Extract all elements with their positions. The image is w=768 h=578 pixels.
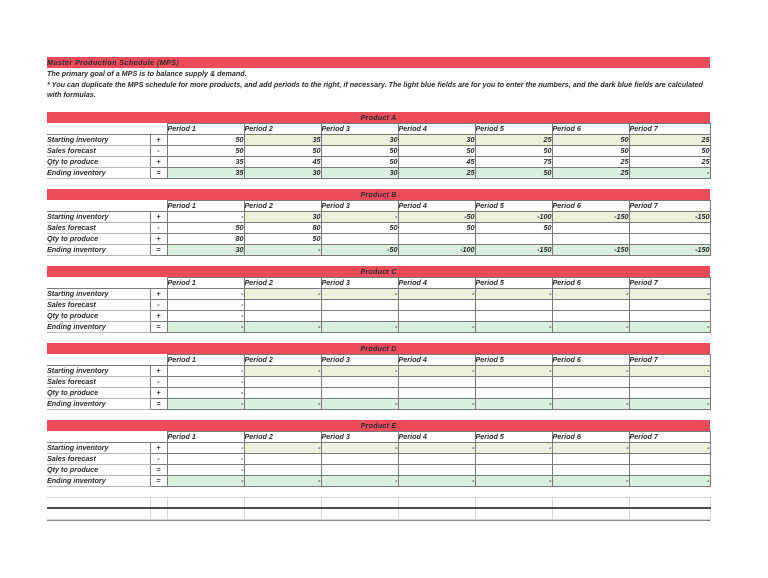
row-operator: + xyxy=(150,156,167,167)
row-operator: = xyxy=(150,398,167,409)
formula-cell-ending-inventory-p2: - xyxy=(244,244,321,255)
input-cell-sales-forecast-p1[interactable]: - xyxy=(167,376,244,387)
row-label-sales-forecast: Sales forecast xyxy=(47,453,150,464)
formula-cell-starting-inventory-p3: - xyxy=(321,288,398,299)
row-operator: + xyxy=(150,387,167,398)
spacer xyxy=(47,255,710,266)
formula-cell-starting-inventory-p5: -100 xyxy=(475,211,552,222)
column-header-period-6: Period 6 xyxy=(552,123,629,134)
column-header-period-5: Period 5 xyxy=(475,354,552,365)
input-cell-qty-to-produce-p3[interactable] xyxy=(321,387,398,398)
column-header-period-2: Period 2 xyxy=(244,123,321,134)
column-header-period-7: Period 7 xyxy=(629,277,710,288)
table-row xyxy=(47,134,710,145)
table-row xyxy=(47,365,710,376)
formula-cell-ending-inventory-p4: - xyxy=(398,475,475,486)
table-row xyxy=(47,244,710,255)
input-cell-sales-forecast-p2[interactable]: 80 xyxy=(244,222,321,233)
empty-cell[interactable] xyxy=(150,497,167,508)
column-header-period-1: Period 1 xyxy=(167,200,244,211)
spacer xyxy=(47,178,710,189)
input-cell-sales-forecast-p5[interactable]: 50 xyxy=(475,222,552,233)
formula-cell-ending-inventory-p1: - xyxy=(167,475,244,486)
column-header-period-3: Period 3 xyxy=(321,200,398,211)
table-row xyxy=(47,145,710,156)
operator-header xyxy=(150,354,167,365)
input-cell-qty-to-produce-p3[interactable] xyxy=(321,310,398,321)
page-title: Master Production Schedule (MPS) xyxy=(47,57,710,68)
column-header-period-3: Period 3 xyxy=(321,123,398,134)
row-label-header xyxy=(47,277,150,288)
table-row xyxy=(47,310,710,321)
input-cell-qty-to-produce-p7[interactable] xyxy=(629,464,710,475)
mps-worksheet xyxy=(47,57,711,520)
operator-header xyxy=(150,277,167,288)
row-label-starting-inventory: Starting inventory xyxy=(47,134,150,145)
input-cell-qty-to-produce-p6[interactable] xyxy=(552,464,629,475)
formula-cell-starting-inventory-p5: - xyxy=(475,288,552,299)
formula-cell-starting-inventory-p3: - xyxy=(321,442,398,453)
column-header-period-4: Period 4 xyxy=(398,123,475,134)
empty-cell[interactable] xyxy=(244,508,321,519)
input-cell-starting-inventory-p1[interactable]: - xyxy=(167,365,244,376)
input-cell-qty-to-produce-p7[interactable]: 25 xyxy=(629,156,710,167)
product-banner-product-b: Product B xyxy=(47,189,710,200)
input-cell-sales-forecast-p1[interactable]: 50 xyxy=(167,222,244,233)
input-cell-qty-to-produce-p2[interactable] xyxy=(244,387,321,398)
mps-usage-note: * You can duplicate the MPS schedule for more products, and add periods to the right, if necessary. The light blue fields are for you to enter the numbers, and the dark blue fields are calculated with formulas. xyxy=(47,79,710,101)
row-label-starting-inventory: Starting inventory xyxy=(47,288,150,299)
formula-cell-starting-inventory-p7: - xyxy=(629,365,710,376)
formula-cell-starting-inventory-p2: - xyxy=(244,288,321,299)
input-cell-sales-forecast-p3[interactable]: 50 xyxy=(321,145,398,156)
product-banner-product-d: Product D xyxy=(47,343,710,354)
empty-cell[interactable] xyxy=(150,508,167,519)
formula-cell-ending-inventory-p6: 25 xyxy=(552,167,629,178)
input-cell-sales-forecast-p3[interactable] xyxy=(321,299,398,310)
input-cell-starting-inventory-p1[interactable]: - xyxy=(167,211,244,222)
row-operator: + xyxy=(150,442,167,453)
column-header-period-7: Period 7 xyxy=(629,200,710,211)
input-cell-sales-forecast-p6[interactable] xyxy=(552,376,629,387)
empty-cell[interactable] xyxy=(398,497,475,508)
operator-header xyxy=(150,123,167,134)
input-cell-qty-to-produce-p6[interactable]: 25 xyxy=(552,156,629,167)
input-cell-starting-inventory-p1[interactable]: 50 xyxy=(167,134,244,145)
row-operator: + xyxy=(150,288,167,299)
empty-cell[interactable] xyxy=(552,508,629,519)
table-row xyxy=(47,398,710,409)
input-cell-qty-to-produce-p4[interactable] xyxy=(398,233,475,244)
formula-cell-starting-inventory-p7: - xyxy=(629,288,710,299)
input-cell-starting-inventory-p1[interactable]: - xyxy=(167,442,244,453)
formula-cell-starting-inventory-p5: - xyxy=(475,442,552,453)
row-label-header xyxy=(47,123,150,134)
empty-cell[interactable] xyxy=(629,497,710,508)
formula-cell-ending-inventory-p5: - xyxy=(475,398,552,409)
input-cell-sales-forecast-p1[interactable]: 50 xyxy=(167,145,244,156)
formula-cell-starting-inventory-p5: 25 xyxy=(475,134,552,145)
operator-header xyxy=(150,431,167,442)
input-cell-sales-forecast-p7[interactable] xyxy=(629,299,710,310)
empty-cell[interactable] xyxy=(167,508,244,519)
spacer xyxy=(47,101,710,112)
row-operator: + xyxy=(150,365,167,376)
formula-cell-ending-inventory-p1: 30 xyxy=(167,244,244,255)
input-cell-qty-to-produce-p4[interactable] xyxy=(398,387,475,398)
column-header-period-3: Period 3 xyxy=(321,277,398,288)
formula-cell-starting-inventory-p7: 25 xyxy=(629,134,710,145)
formula-cell-ending-inventory-p3: - xyxy=(321,398,398,409)
empty-cell[interactable] xyxy=(475,508,552,519)
formula-cell-ending-inventory-p2: 30 xyxy=(244,167,321,178)
column-header-period-1: Period 1 xyxy=(167,431,244,442)
input-cell-qty-to-produce-p4[interactable]: 45 xyxy=(398,156,475,167)
input-cell-qty-to-produce-p4[interactable] xyxy=(398,310,475,321)
input-cell-qty-to-produce-p6[interactable] xyxy=(552,387,629,398)
formula-cell-starting-inventory-p7: -150 xyxy=(629,211,710,222)
input-cell-qty-to-produce-p7[interactable] xyxy=(629,233,710,244)
row-operator: - xyxy=(150,222,167,233)
formula-cell-ending-inventory-p6: - xyxy=(552,475,629,486)
formula-cell-ending-inventory-p7: - xyxy=(629,321,710,332)
input-cell-qty-to-produce-p2[interactable]: 50 xyxy=(244,233,321,244)
row-label-qty-to-produce: Qty to produce xyxy=(47,310,150,321)
spacer xyxy=(47,486,710,497)
column-header-period-6: Period 6 xyxy=(552,354,629,365)
row-label-ending-inventory: Ending inventory xyxy=(47,398,150,409)
formula-cell-ending-inventory-p4: 25 xyxy=(398,167,475,178)
row-label-starting-inventory: Starting inventory xyxy=(47,365,150,376)
input-cell-sales-forecast-p6[interactable]: 50 xyxy=(552,145,629,156)
row-operator: - xyxy=(150,299,167,310)
spreadsheet-sheet xyxy=(47,57,710,521)
input-cell-qty-to-produce-p1[interactable]: 80 xyxy=(167,233,244,244)
row-label-ending-inventory: Ending inventory xyxy=(47,321,150,332)
formula-cell-ending-inventory-p4: - xyxy=(398,321,475,332)
input-cell-sales-forecast-p5[interactable] xyxy=(475,453,552,464)
formula-cell-ending-inventory-p3: - xyxy=(321,321,398,332)
empty-sheet-row xyxy=(47,497,710,508)
empty-cell[interactable] xyxy=(47,508,150,519)
formula-cell-ending-inventory-p2: - xyxy=(244,398,321,409)
empty-cell[interactable] xyxy=(321,508,398,519)
formula-cell-starting-inventory-p6: - xyxy=(552,442,629,453)
input-cell-sales-forecast-p2[interactable] xyxy=(244,453,321,464)
formula-cell-starting-inventory-p2: - xyxy=(244,442,321,453)
input-cell-qty-to-produce-p5[interactable] xyxy=(475,464,552,475)
input-cell-qty-to-produce-p1[interactable]: - xyxy=(167,310,244,321)
input-cell-sales-forecast-p4[interactable] xyxy=(398,453,475,464)
table-row xyxy=(47,321,710,332)
column-header-period-7: Period 7 xyxy=(629,431,710,442)
formula-cell-ending-inventory-p3: - xyxy=(321,475,398,486)
input-cell-sales-forecast-p7[interactable] xyxy=(629,376,710,387)
table-row xyxy=(47,211,710,222)
input-cell-qty-to-produce-p1[interactable]: 35 xyxy=(167,156,244,167)
row-label-qty-to-produce: Qty to produce xyxy=(47,233,150,244)
formula-cell-ending-inventory-p7: -150 xyxy=(629,244,710,255)
mps-goal-note: The primary goal of a MPS is to balance supply & demand. xyxy=(47,68,710,79)
table-row xyxy=(47,156,710,167)
column-header-period-4: Period 4 xyxy=(398,354,475,365)
formula-cell-starting-inventory-p2: - xyxy=(244,365,321,376)
formula-cell-ending-inventory-p5: 50 xyxy=(475,167,552,178)
formula-cell-ending-inventory-p7: - xyxy=(629,398,710,409)
column-header-period-7: Period 7 xyxy=(629,354,710,365)
column-header-period-4: Period 4 xyxy=(398,277,475,288)
input-cell-sales-forecast-p4[interactable]: 50 xyxy=(398,222,475,233)
input-cell-sales-forecast-p3[interactable]: 50 xyxy=(321,222,398,233)
row-label-qty-to-produce: Qty to produce xyxy=(47,387,150,398)
column-header-period-2: Period 2 xyxy=(244,431,321,442)
formula-cell-ending-inventory-p6: -150 xyxy=(552,244,629,255)
formula-cell-starting-inventory-p3: - xyxy=(321,211,398,222)
empty-sheet-row xyxy=(47,508,710,519)
formula-cell-ending-inventory-p2: - xyxy=(244,321,321,332)
table-row xyxy=(47,222,710,233)
table-row xyxy=(47,376,710,387)
formula-cell-starting-inventory-p4: 30 xyxy=(398,134,475,145)
formula-cell-ending-inventory-p5: - xyxy=(475,321,552,332)
row-label-header xyxy=(47,431,150,442)
column-header-period-2: Period 2 xyxy=(244,200,321,211)
input-cell-qty-to-produce-p3[interactable] xyxy=(321,233,398,244)
formula-cell-starting-inventory-p6: - xyxy=(552,288,629,299)
formula-cell-ending-inventory-p6: - xyxy=(552,321,629,332)
table-row xyxy=(47,233,710,244)
input-cell-sales-forecast-p2[interactable]: 50 xyxy=(244,145,321,156)
column-header-period-1: Period 1 xyxy=(167,277,244,288)
formula-cell-starting-inventory-p6: - xyxy=(552,365,629,376)
formula-cell-ending-inventory-p5: -150 xyxy=(475,244,552,255)
input-cell-sales-forecast-p4[interactable] xyxy=(398,376,475,387)
input-cell-sales-forecast-p2[interactable] xyxy=(244,299,321,310)
row-operator: - xyxy=(150,145,167,156)
formula-cell-starting-inventory-p4: - xyxy=(398,442,475,453)
table-row xyxy=(47,475,710,486)
formula-cell-ending-inventory-p1: - xyxy=(167,398,244,409)
input-cell-qty-to-produce-p1[interactable]: - xyxy=(167,387,244,398)
row-label-sales-forecast: Sales forecast xyxy=(47,145,150,156)
column-header-period-5: Period 5 xyxy=(475,200,552,211)
row-label-ending-inventory: Ending inventory xyxy=(47,167,150,178)
input-cell-qty-to-produce-p3[interactable] xyxy=(321,464,398,475)
row-operator: = xyxy=(150,321,167,332)
formula-cell-starting-inventory-p2: 35 xyxy=(244,134,321,145)
empty-cell[interactable] xyxy=(321,497,398,508)
formula-cell-ending-inventory-p2: - xyxy=(244,475,321,486)
input-cell-sales-forecast-p6[interactable] xyxy=(552,299,629,310)
empty-cell[interactable] xyxy=(244,497,321,508)
input-cell-sales-forecast-p6[interactable] xyxy=(552,222,629,233)
input-cell-sales-forecast-p7[interactable]: 50 xyxy=(629,145,710,156)
row-operator: - xyxy=(150,453,167,464)
input-cell-qty-to-produce-p7[interactable] xyxy=(629,310,710,321)
input-cell-qty-to-produce-p2[interactable]: 45 xyxy=(244,156,321,167)
empty-cell[interactable] xyxy=(398,508,475,519)
column-header-period-4: Period 4 xyxy=(398,431,475,442)
column-header-period-1: Period 1 xyxy=(167,123,244,134)
input-cell-sales-forecast-p4[interactable]: 50 xyxy=(398,145,475,156)
input-cell-sales-forecast-p1[interactable]: - xyxy=(167,299,244,310)
formula-cell-ending-inventory-p4: -100 xyxy=(398,244,475,255)
column-header-period-6: Period 6 xyxy=(552,277,629,288)
column-header-period-5: Period 5 xyxy=(475,431,552,442)
column-header-period-4: Period 4 xyxy=(398,200,475,211)
row-operator: - xyxy=(150,376,167,387)
row-label-starting-inventory: Starting inventory xyxy=(47,442,150,453)
input-cell-qty-to-produce-p2[interactable] xyxy=(244,310,321,321)
input-cell-sales-forecast-p3[interactable] xyxy=(321,453,398,464)
row-operator: + xyxy=(150,134,167,145)
formula-cell-starting-inventory-p6: 50 xyxy=(552,134,629,145)
input-cell-sales-forecast-p5[interactable] xyxy=(475,376,552,387)
formula-cell-ending-inventory-p4: - xyxy=(398,398,475,409)
formula-cell-ending-inventory-p7: - xyxy=(629,475,710,486)
table-row xyxy=(47,453,710,464)
table-row xyxy=(47,464,710,475)
row-label-sales-forecast: Sales forecast xyxy=(47,376,150,387)
input-cell-qty-to-produce-p5[interactable] xyxy=(475,233,552,244)
input-cell-qty-to-produce-p1[interactable]: - xyxy=(167,464,244,475)
column-header-period-1: Period 1 xyxy=(167,354,244,365)
formula-cell-ending-inventory-p3: -50 xyxy=(321,244,398,255)
formula-cell-starting-inventory-p4: -50 xyxy=(398,211,475,222)
row-label-ending-inventory: Ending inventory xyxy=(47,244,150,255)
input-cell-starting-inventory-p1[interactable]: - xyxy=(167,288,244,299)
input-cell-qty-to-produce-p3[interactable]: 50 xyxy=(321,156,398,167)
input-cell-qty-to-produce-p5[interactable] xyxy=(475,387,552,398)
formula-cell-starting-inventory-p4: - xyxy=(398,365,475,376)
input-cell-qty-to-produce-p5[interactable] xyxy=(475,310,552,321)
formula-cell-starting-inventory-p5: - xyxy=(475,365,552,376)
row-label-starting-inventory: Starting inventory xyxy=(47,211,150,222)
table-row xyxy=(47,167,710,178)
input-cell-sales-forecast-p4[interactable] xyxy=(398,299,475,310)
row-operator: = xyxy=(150,244,167,255)
input-cell-qty-to-produce-p6[interactable] xyxy=(552,310,629,321)
empty-cell[interactable] xyxy=(475,497,552,508)
input-cell-sales-forecast-p7[interactable] xyxy=(629,453,710,464)
formula-cell-ending-inventory-p1: - xyxy=(167,321,244,332)
input-cell-qty-to-produce-p2[interactable] xyxy=(244,464,321,475)
row-label-qty-to-produce: Qty to produce xyxy=(47,464,150,475)
operator-header xyxy=(150,200,167,211)
formula-cell-starting-inventory-p4: - xyxy=(398,288,475,299)
row-operator: = xyxy=(150,475,167,486)
input-cell-sales-forecast-p5[interactable]: 50 xyxy=(475,145,552,156)
row-label-sales-forecast: Sales forecast xyxy=(47,299,150,310)
input-cell-qty-to-produce-p6[interactable] xyxy=(552,233,629,244)
row-label-sales-forecast: Sales forecast xyxy=(47,222,150,233)
row-label-header xyxy=(47,354,150,365)
column-header-period-6: Period 6 xyxy=(552,431,629,442)
formula-cell-starting-inventory-p7: - xyxy=(629,442,710,453)
product-banner-product-c: Product C xyxy=(47,266,710,277)
input-cell-sales-forecast-p3[interactable] xyxy=(321,376,398,387)
empty-cell[interactable] xyxy=(629,508,710,519)
empty-cell[interactable] xyxy=(167,497,244,508)
row-operator: = xyxy=(150,464,167,475)
product-banner-product-a: Product A xyxy=(47,112,710,123)
input-cell-sales-forecast-p1[interactable]: - xyxy=(167,453,244,464)
formula-cell-starting-inventory-p3: - xyxy=(321,365,398,376)
table-row xyxy=(47,288,710,299)
row-operator: + xyxy=(150,233,167,244)
spacer xyxy=(47,332,710,343)
input-cell-sales-forecast-p2[interactable] xyxy=(244,376,321,387)
formula-cell-ending-inventory-p1: 35 xyxy=(167,167,244,178)
input-cell-sales-forecast-p6[interactable] xyxy=(552,453,629,464)
table-row xyxy=(47,387,710,398)
product-banner-product-e: Product E xyxy=(47,420,710,431)
row-operator: + xyxy=(150,211,167,222)
table-row xyxy=(47,299,710,310)
formula-cell-starting-inventory-p2: 30 xyxy=(244,211,321,222)
formula-cell-starting-inventory-p6: -150 xyxy=(552,211,629,222)
formula-cell-ending-inventory-p3: 30 xyxy=(321,167,398,178)
row-operator: = xyxy=(150,167,167,178)
row-label-qty-to-produce: Qty to produce xyxy=(47,156,150,167)
formula-cell-ending-inventory-p5: - xyxy=(475,475,552,486)
spacer xyxy=(47,409,710,420)
input-cell-sales-forecast-p5[interactable] xyxy=(475,299,552,310)
empty-cell[interactable] xyxy=(47,497,150,508)
column-header-period-5: Period 5 xyxy=(475,277,552,288)
column-header-period-3: Period 3 xyxy=(321,431,398,442)
input-cell-qty-to-produce-p5[interactable]: 75 xyxy=(475,156,552,167)
column-header-period-2: Period 2 xyxy=(244,277,321,288)
formula-cell-starting-inventory-p3: 30 xyxy=(321,134,398,145)
column-header-period-3: Period 3 xyxy=(321,354,398,365)
input-cell-qty-to-produce-p4[interactable] xyxy=(398,464,475,475)
table-row xyxy=(47,442,710,453)
empty-cell[interactable] xyxy=(552,497,629,508)
formula-cell-ending-inventory-p7: - xyxy=(629,167,710,178)
input-cell-sales-forecast-p7[interactable] xyxy=(629,222,710,233)
row-operator: + xyxy=(150,310,167,321)
column-header-period-6: Period 6 xyxy=(552,200,629,211)
column-header-period-2: Period 2 xyxy=(244,354,321,365)
row-label-header xyxy=(47,200,150,211)
formula-cell-ending-inventory-p6: - xyxy=(552,398,629,409)
column-header-period-7: Period 7 xyxy=(629,123,710,134)
column-header-period-5: Period 5 xyxy=(475,123,552,134)
row-label-ending-inventory: Ending inventory xyxy=(47,475,150,486)
input-cell-qty-to-produce-p7[interactable] xyxy=(629,387,710,398)
